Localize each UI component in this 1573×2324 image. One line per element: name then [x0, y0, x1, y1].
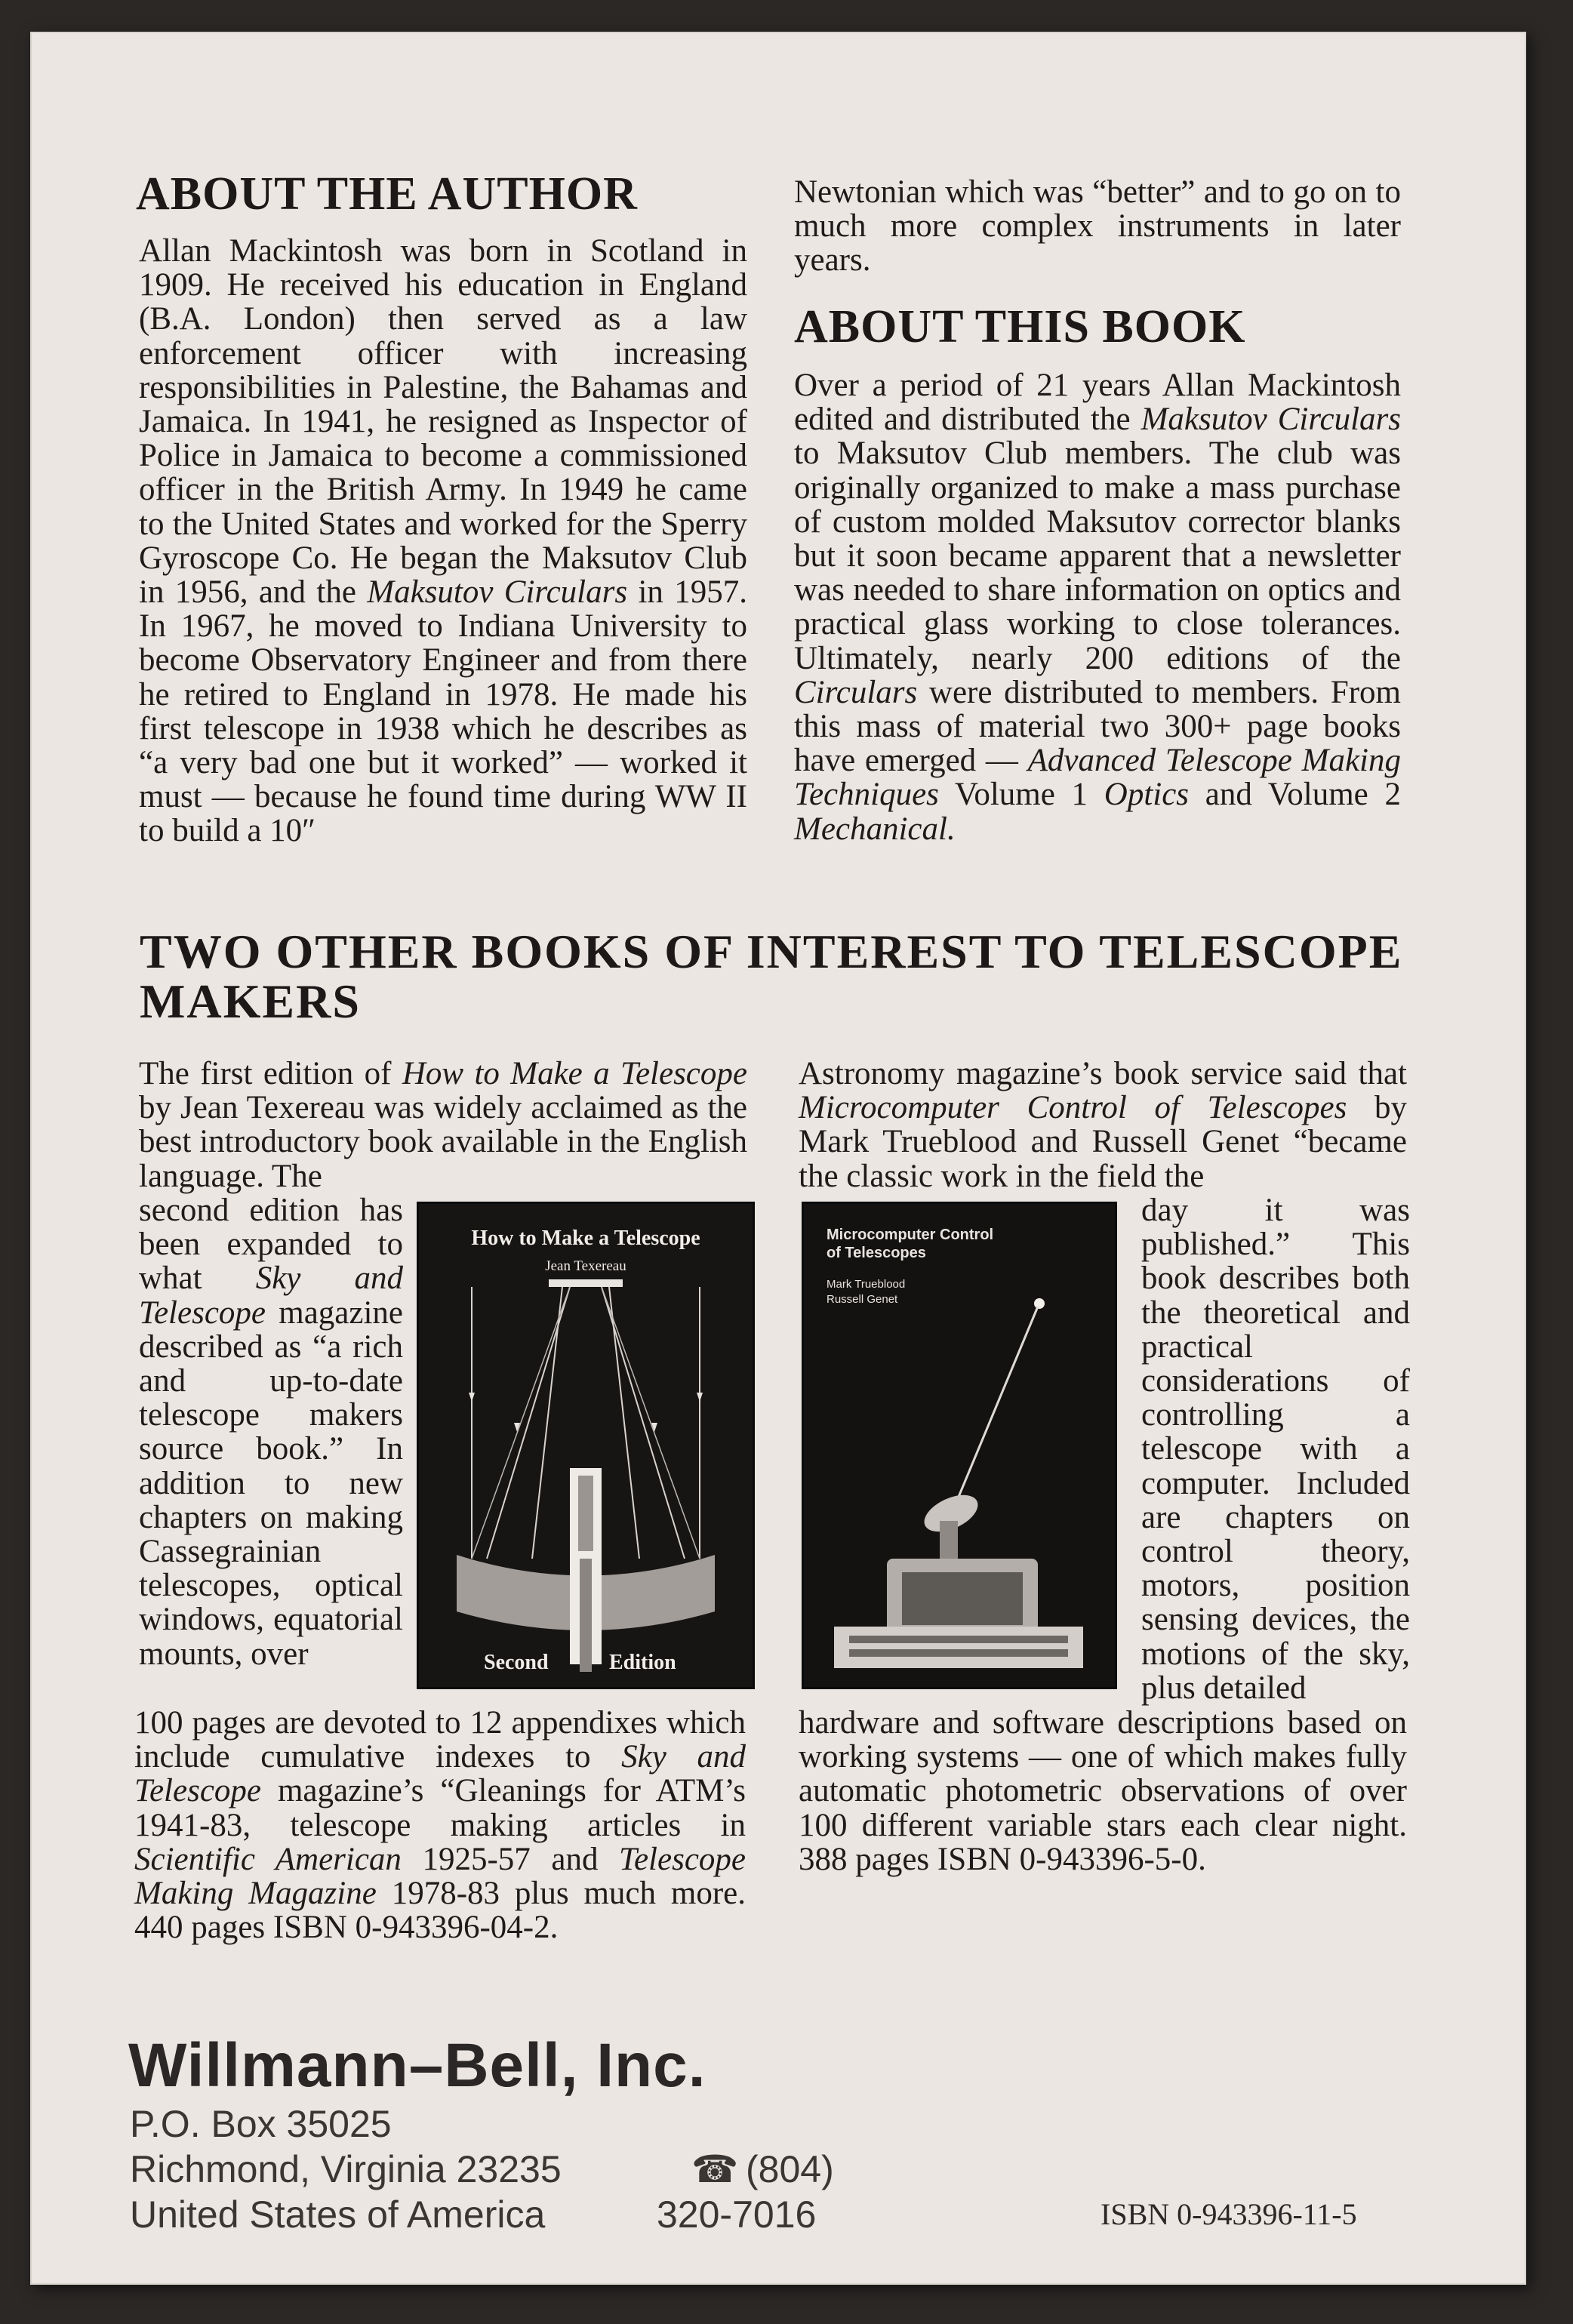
- publisher-city: Richmond, Virginia 23235: [130, 2148, 562, 2190]
- about-author-continuation: Newtonian which was “better” and to go on to much more complex instruments in later years.: [794, 174, 1401, 279]
- telephone-icon: ☎: [691, 2148, 739, 2190]
- telescope-computer-illustration: [804, 1204, 1115, 1687]
- publisher-phone-area: (804): [746, 2148, 834, 2190]
- texereau-cover-title: How to Make a Telescope: [471, 1227, 700, 1250]
- texereau-intro: The first edition of How to Make a Telescope by Jean Texereau was widely acclaimed as the best introductory book available in the English language. The: [139, 1056, 747, 1194]
- about-book-heading: ABOUT THIS BOOK: [794, 301, 1246, 352]
- trueblood-cover-title-1: Microcomputer Control: [827, 1227, 994, 1243]
- trueblood-book-cover-image: [802, 1202, 1117, 1689]
- publisher-name: Willmann–Bell, Inc.: [128, 2031, 706, 2100]
- texereau-cover-author: Jean Texereau: [545, 1258, 626, 1274]
- trueblood-intro: Astronomy magazine’s book service said that Microcomputer Control of Telescopes by Mark Trueblood and Russell Genet “became the classic work in the field the: [799, 1056, 1408, 1194]
- about-book-text: Over a period of 21 years Allan Mackintosh edited and distributed the Maksutov Circulars to Maksutov Club members. The club was originally organized to make a mass purchase of custom molded Maksutov corrector blanks but it soon became apparent that a newsletter was needed to share information on optics and practical glass working to close tolerances. Ultimately, nearly 200 editions of the Circulars were distributed to members. From this mass of material two 300+ page books have emerged — Advanced Telescope Making Techniques Volume 1 Optics and Volume 2 Mechanical.: [794, 368, 1402, 847]
- trueblood-side-text: day it was published.” This book describes both the theoretical and practical considerations of controlling a telescope with a computer. Included are chapters on control theory, motors, position sensing devices, the motions of the sky, plus detailed: [1141, 1193, 1410, 1706]
- publisher-country: United States of America: [130, 2193, 546, 2236]
- trueblood-cover-author-2: Russell Genet: [827, 1293, 898, 1306]
- texereau-book-cover-image: [417, 1202, 755, 1689]
- texereau-bottom-text: 100 pages are devoted to 12 appendixes which include cumulative indexes to Sky and Telescope magazine’s “Gleanings for ATM’s 1941-83, telescope making articles in Scientific American 1925-57 and Telescope Making Magazine 1978-83 plus much more. 440 pages ISBN 0-943396-04-2.: [134, 1705, 746, 1946]
- publisher-phone-number: 320-7016: [657, 2193, 817, 2236]
- about-author-text: Allan Mackintosh was born in Scotland in 1909. He received his education in England (B.A. London) then served as a law enforcement officer with increasing responsibilities in Palestine, the Bahamas and Jamaica. In 1941, he resigned as Inspector of Police in Jamaica to become a commissioned officer in the British Army. In 1949 he came to the United States and worked for the Sperry Gyroscope Co. He began the Maksutov Club in 1956, and the Maksutov Circulars in 1957. In 1967, he moved to Indiana University to become Observatory Engineer and from there he retired to England in 1978. He made his first telescope in 1938 which he describes as “a very bad one but it worked” — worked it must — because he found time during WW II to build a 10″: [139, 233, 747, 849]
- texereau-cover-edition-left: Second: [484, 1651, 549, 1674]
- about-author-heading: ABOUT THE AUTHOR: [136, 168, 638, 220]
- trueblood-cover-author-1: Mark Trueblood: [827, 1278, 906, 1291]
- texereau-cover-edition-right: Edition: [609, 1651, 676, 1674]
- trueblood-cover-title-2: of Telescopes: [827, 1245, 926, 1261]
- texereau-side-text: second edition has been expanded to what Sky and Telescope magazine described as “a rich and up-to-date telescope makers source book.” In addition to new chapters on making Cassegrainian telescopes, optical windows, equatorial mounts, over: [139, 1193, 403, 1672]
- publisher-po-box: P.O. Box 35025: [130, 2103, 392, 2145]
- telescope-ray-diagram: [419, 1204, 753, 1687]
- other-books-heading: TWO OTHER BOOKS OF INTEREST TO TELESCOPE MAKERS: [140, 925, 1403, 1028]
- isbn-label: ISBN 0-943396-11-5: [1100, 2197, 1357, 2231]
- trueblood-bottom-text: hardware and software descriptions based on working systems — one of which makes fully automatic photometric observations of over 100 different variable stars each clear night. 388 pages ISBN 0-943396-5-0.: [799, 1705, 1407, 1877]
